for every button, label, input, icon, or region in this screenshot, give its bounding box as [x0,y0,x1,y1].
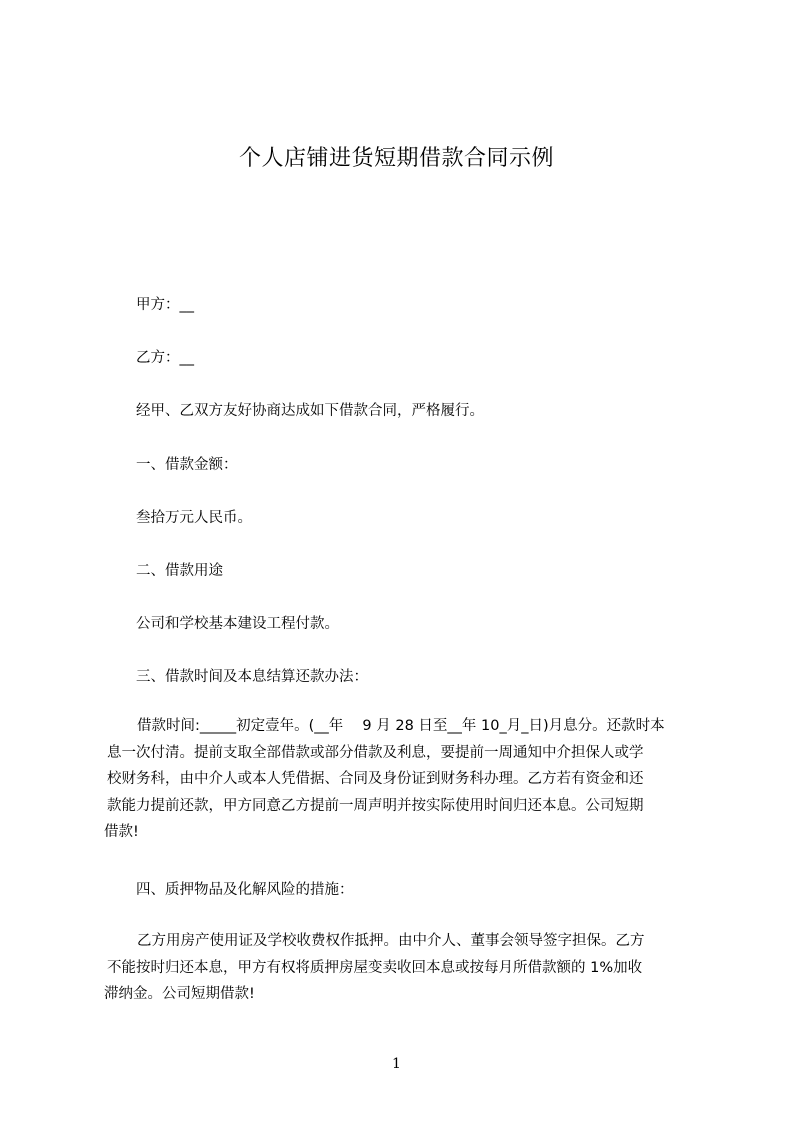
page-number: 1 [392,1056,401,1072]
section2-heading: 二、借款用途 [136,563,223,579]
section2-body: 公司和学校基本建设工程付款。 [136,616,339,632]
section1-heading: 一、借款金额： [136,457,238,473]
party-b-line: 乙方：__ [136,350,194,366]
section3-paragraph [104,713,700,846]
section4-line: 不能按时归还本息，甲方有权将质押房屋变卖收回本息或按每月所借款额的 1%加收 [107,959,643,976]
section3-line: 息一次付清。提前支取全部借款或部分借款及利息，要提前一周通知中介担保人或学 [107,744,644,761]
section3-line: 款能力提前还款，甲方同意乙方提前一周声明并按实际使用时间归还本息。公司短期 [107,797,644,814]
section3-line: 借款时间:_____初定壹年。(__年 9 月 28 日至__年 10_月_日)月息分。还款时本 [137,718,665,734]
section3-line: 借款! [104,824,139,840]
section4-heading: 四、质押物品及化解风险的措施： [136,882,354,898]
section4-line: 乙方用房产使用证及学校收费权作抵押。由中介人、董事会领导签字担保。乙方 [137,933,645,949]
section3-line: 校财务科，由中介人或本人凭借据、合同及身份证到财务科办理。乙方若有资金和还 [107,771,644,787]
section1-body: 叁拾万元人民币。 [136,510,252,526]
intro-paragraph: 经甲、乙双方友好协商达成如下借款合同，严格履行。 [136,403,484,419]
document-title: 个人店铺进货短期借款合同示例 [238,146,554,171]
section3-heading: 三、借款时间及本息结算还款办法： [136,669,368,685]
party-a-line: 甲方：__ [136,297,194,313]
section4-paragraph [104,928,700,1008]
section4-line: 滞纳金。公司短期借款! [104,986,255,1002]
